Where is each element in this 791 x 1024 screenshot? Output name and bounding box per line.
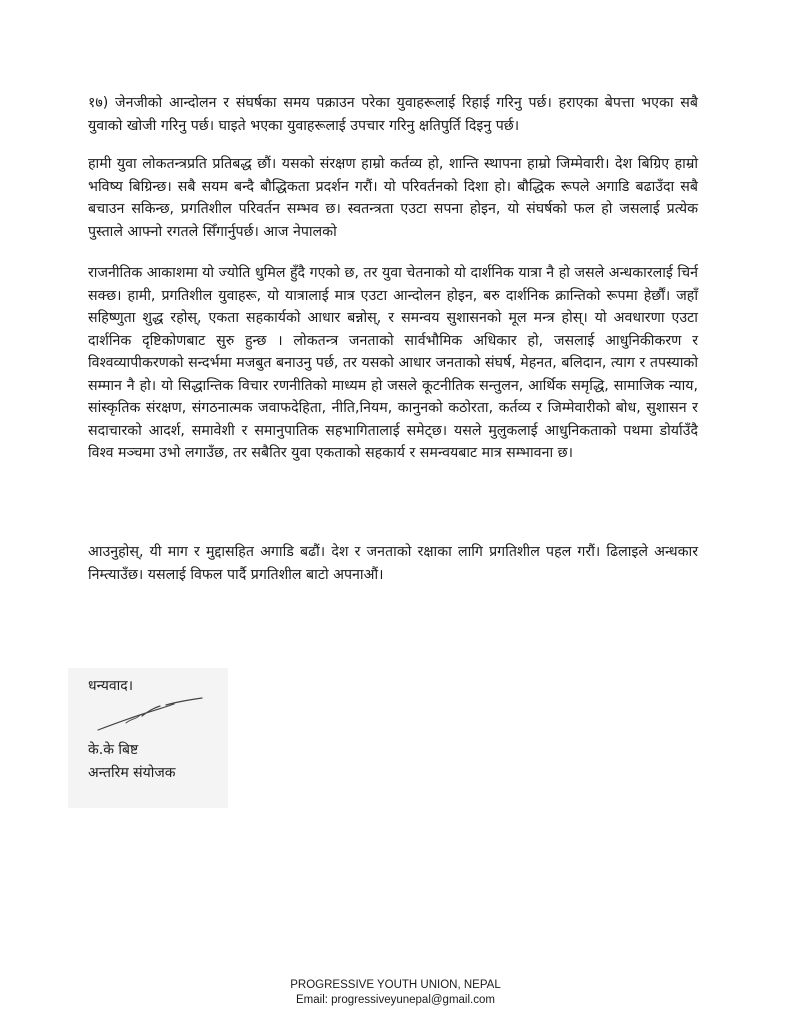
- signer-name: के.के बिष्ट: [88, 742, 139, 758]
- signer-title: अन्तरिम संयोजक: [88, 765, 176, 781]
- philosophy-paragraph: राजनीतिक आकाशमा यो ज्योति धुमिल हुँदै गएको छ, तर युवा चेतनाको यो दार्शनिक यात्रा नै हो जसले अन्धकारलाई चिर्न सक्छ। हामी, प्रगतिशील युवाहरू, यो यात्रालाई मात्र एउटा आन्दोलन होइन, बरु दार्शनिक क्रान्तिको रूपमा हेर्छौं। जहाँ सहिष्णुता शुद्ध रहोस्, एकता सहकार्यको आधार बन्नोस्, र समन्वय सुशासनको मूल मन्त्र होस्। यो अवधारणा एउटा दार्शनिक दृष्टिकोणबाट सुरु हुन्छ । लोकतन्त्र जनताको सार्वभौमिक अधिकार हो, जसलाई आधुनिकीकरण र विश्वव्यापीकरणको सन्दर्भमा मजबुत बनाउनु पर्छ, तर यसको आधार जनताको संघर्ष, मेहनत, बलिदान, त्याग र तपस्याको सम्मान नै हो। यो सिद्धान्तिक विचार रणनीतिको माध्यम हो जसले कूटनीतिक सन्तुलन, आर्थिक समृद्धि, सामाजिक न्याय, सांस्कृतिक संरक्षण, संगठनात्मक जवाफदेहिता, नीति,नियम, कानुनको कठोरता, कर्तव्य र जिम्मेवारीको बोध, सुशासन र सदाचारको आदर्श, समावेशी र समानुपातिक सहभागितालाई समेट्छ। यसले मुलुकलाई आधुनिकताको पथमा डोर्याउँदै विश्व मञ्चमा उभो लगाउँछ, तर सबैतिर युवा एकताको सहकार्य र समन्वयबाट मात्र सम्भावना छ।: [88, 265, 698, 461]
- call-to-action-paragraph: आउनुहोस्, यी माग र मुद्दासहित अगाडि बढौं। देश र जनताको रक्षाका लागि प्रगतिशील पहल गरौं। ढिलाइले अन्धकार निम्त्याउँछ। यसलाई विफल पार्दै प्रगतिशील बाटो अपनाऔं।: [88, 544, 698, 583]
- closing-thanks: धन्यवाद।: [88, 678, 134, 694]
- commitment-paragraph: हामी युवा लोकतन्त्रप्रति प्रतिबद्ध छौं। यसको संरक्षण हाम्रो कर्तव्य हो, शान्ति स्थापना हाम्रो जिम्मेवारी। देश बिग्रिए हाम्रो भविष्य बिग्रिन्छ। सबै सयम बन्दै बौद्धिकता प्रदर्शन गरौं। यो परिवर्तनको दिशा हो। बौद्धिक रूपले अगाडि बढाउँदा सबै बचाउन सकिन्छ, प्रगतिशील परिवर्तन सम्भव छ। स्वतन्त्रता एउटा सपना होइन, यो संघर्षको फल हो जसलाई प्रत्येक पुस्ताले आफ्नो रगतले सिँगार्नुपर्छ। आज नेपालको: [88, 156, 698, 240]
- footer-organization: PROGRESSIVE YOUTH UNION, NEPAL: [290, 979, 501, 991]
- footer-email: Email: progressiveyunepal@gmail.com: [296, 994, 495, 1006]
- demand-17-paragraph: १७) जेनजीको आन्दोलन र संघर्षका समय पक्राउन परेका युवाहरूलाई रिहाई गरिनु पर्छ। हराएका बेपत्ता भएका सबै युवाको खोजी गरिनु पर्छ। घाइते भएका युवाहरूलाई उपचार गरिनु क्षतिपुर्ति दिइनु पर्छ।: [88, 95, 698, 134]
- handwritten-signature: [96, 696, 206, 736]
